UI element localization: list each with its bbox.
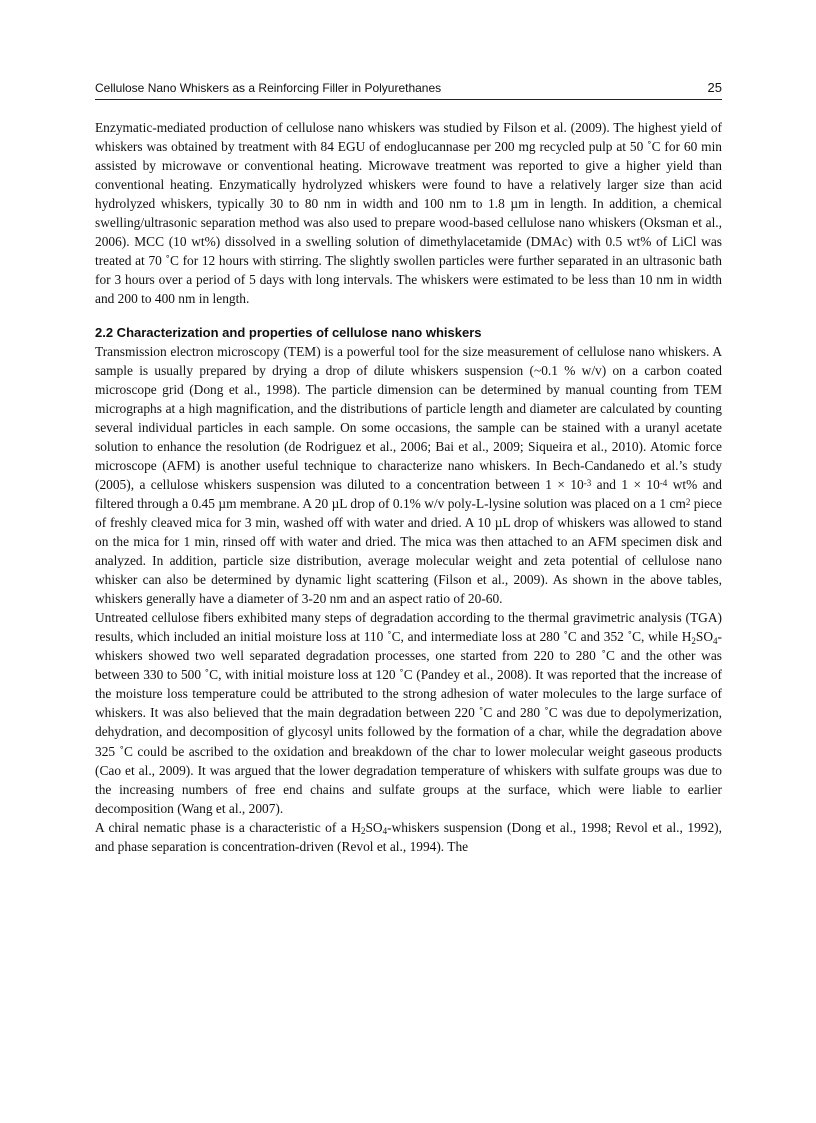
text-run: Untreated cellulose fibers exhibited many steps of degradation according to the thermal gravimetric analysis (TGA) results, which included an initial moisture loss at 110 ˚C, and intermediate loss at 280 ˚C and 352 ˚C, while H [95, 610, 722, 645]
paragraph-tga-degradation [95, 608, 722, 817]
superscript: 2 [685, 496, 691, 507]
paragraph-tem-afm [95, 342, 722, 608]
subscript: 4 [713, 635, 718, 646]
header-rule [95, 99, 722, 100]
text-run: SO [365, 819, 383, 835]
text-run: -whiskers suspension (Dong et al., 1998; Revol et al., 1992), and phase separation is concentration-driven (Revol et al., 1994). The [95, 819, 722, 854]
superscript: -3 [583, 477, 592, 488]
running-title: Cellulose Nano Whiskers as a Reinforcing Filler in Polyurethanes [95, 81, 442, 95]
paragraph-enzymatic-production: Enzymatic-mediated production of cellulose nano whiskers was studied by Filson et al. (2009). The highest yield of whiskers was obtained by treatment with 84 EGU of endoglucannase per 200 mg recycled pulp at 50 ˚C for 60 min assisted by microwave or conventional heating. Microwave treatment was reported to give a higher yield than conventional heating. Enzymatically hydrolyzed whiskers were found to have a relatively larger size than acid hydrolyzed whiskers, typically 30 to 80 nm in width and 100 nm to 1.8 µm in length. In addition, a chemical swelling/ultrasonic separation method was also used to prepare wood-based cellulose nano whiskers (Oksman et al., 2006). MCC (10 wt%) dissolved in a swelling solution of dimethylacetamide (DMAc) with 0.5 wt% of LiCl was treated at 70 ˚C for 12 hours with stirring. The slightly swollen particles were further separated in an ultrasonic bath for 3 hours over a period of 5 days with long intervals. The whiskers were estimated to be less than 10 nm in width and 200 to 400 nm in length. [95, 120, 722, 307]
body-text [95, 118, 722, 856]
section-heading: 2.2 Characterization and properties of cellulose nano whiskers [95, 325, 482, 341]
text-run: Transmission electron microscopy (TEM) is a powerful tool for the size measurement of cellulose nano whiskers. A sample is usually prepared by drying a drop of dilute whiskers suspension (~0.1 % w/v) on a carbon coated microscope grid (Dong et al., 1998). The particle dimension can be determined by manual counting from TEM micrographs at a high magnification, and the distributions of particle length and diameter are calculated by counting several individual particles in each sample. On some occasions, the sample can be stained with a uranyl acetate solution to enhance the resolution (de Rodriguez et al., 2006; Bai et al., 2009; Siqueira et al., 2010). Atomic force microscope (AFM) is another useful technique to characterize nano whiskers. In Bech-Candanedo et al.’s study (2005), a cellulose whiskers suspension was diluted to a concentration between 1 × 10 [95, 344, 722, 493]
subscript: 2 [360, 825, 366, 836]
text-run: and 1 × 10 [591, 477, 660, 493]
subscript: 2 [691, 635, 696, 646]
text-run: SO [695, 629, 714, 645]
text-run: piece of freshly cleaved mica for 3 min, washed off with water and dried. A 10 µL drop of whiskers was allowed to stand on the mica for 1 min, rinsed off with water and dried. The mica was then attached to an AFM specimen disk and analyzed. In addition, particle size distribution, average molecular weight and zeta potential of cellulose nano whisker can also be determined by dynamic light scattering (Filson et al., 2009). As shown in the above tables, whiskers generally have a diameter of 3-20 nm and an aspect ratio of 20-60. [95, 496, 723, 607]
superscript: -4 [659, 477, 668, 488]
paragraph-chiral-nematic [95, 818, 722, 856]
subscript: 4 [382, 825, 388, 836]
page-number: 25 [707, 80, 722, 95]
text-run: A chiral nematic phase is a characteristic of a H [95, 819, 361, 835]
text-run: -whiskers showed two well separated degradation processes, one started from 220 to 280 ˚C and the other was between 330 to 500 ˚C, with initial moisture loss at 120 ˚C (Pandey et al., 2008). It was reported that the increase of the moisture loss temperature could be attributed to the strong adhesion of water molecules to the large surface of whiskers. It was also believed that the main degradation between 220 ˚C and 280 ˚C was due to depolymerization, dehydration, and decomposition of glycosyl units followed by the formation of a char, while the degradation above 325 ˚C could be ascribed to the oxidation and breakdown of the char to lower molecular weight gaseous products (Cao et al., 2009). It was argued that the lower degradation temperature of whiskers with sulfate groups was due to the increasing numbers of free end chains and sulfate groups at the surface, which were liable to earlier decomposition (Wang et al., 2007). [95, 629, 722, 816]
text-run: wt% and filtered through a 0.45 µm membrane. A 20 µL drop of 0.1% w/v poly-L-lysine solution was placed on a 1 cm [95, 477, 722, 512]
running-header [95, 80, 722, 95]
